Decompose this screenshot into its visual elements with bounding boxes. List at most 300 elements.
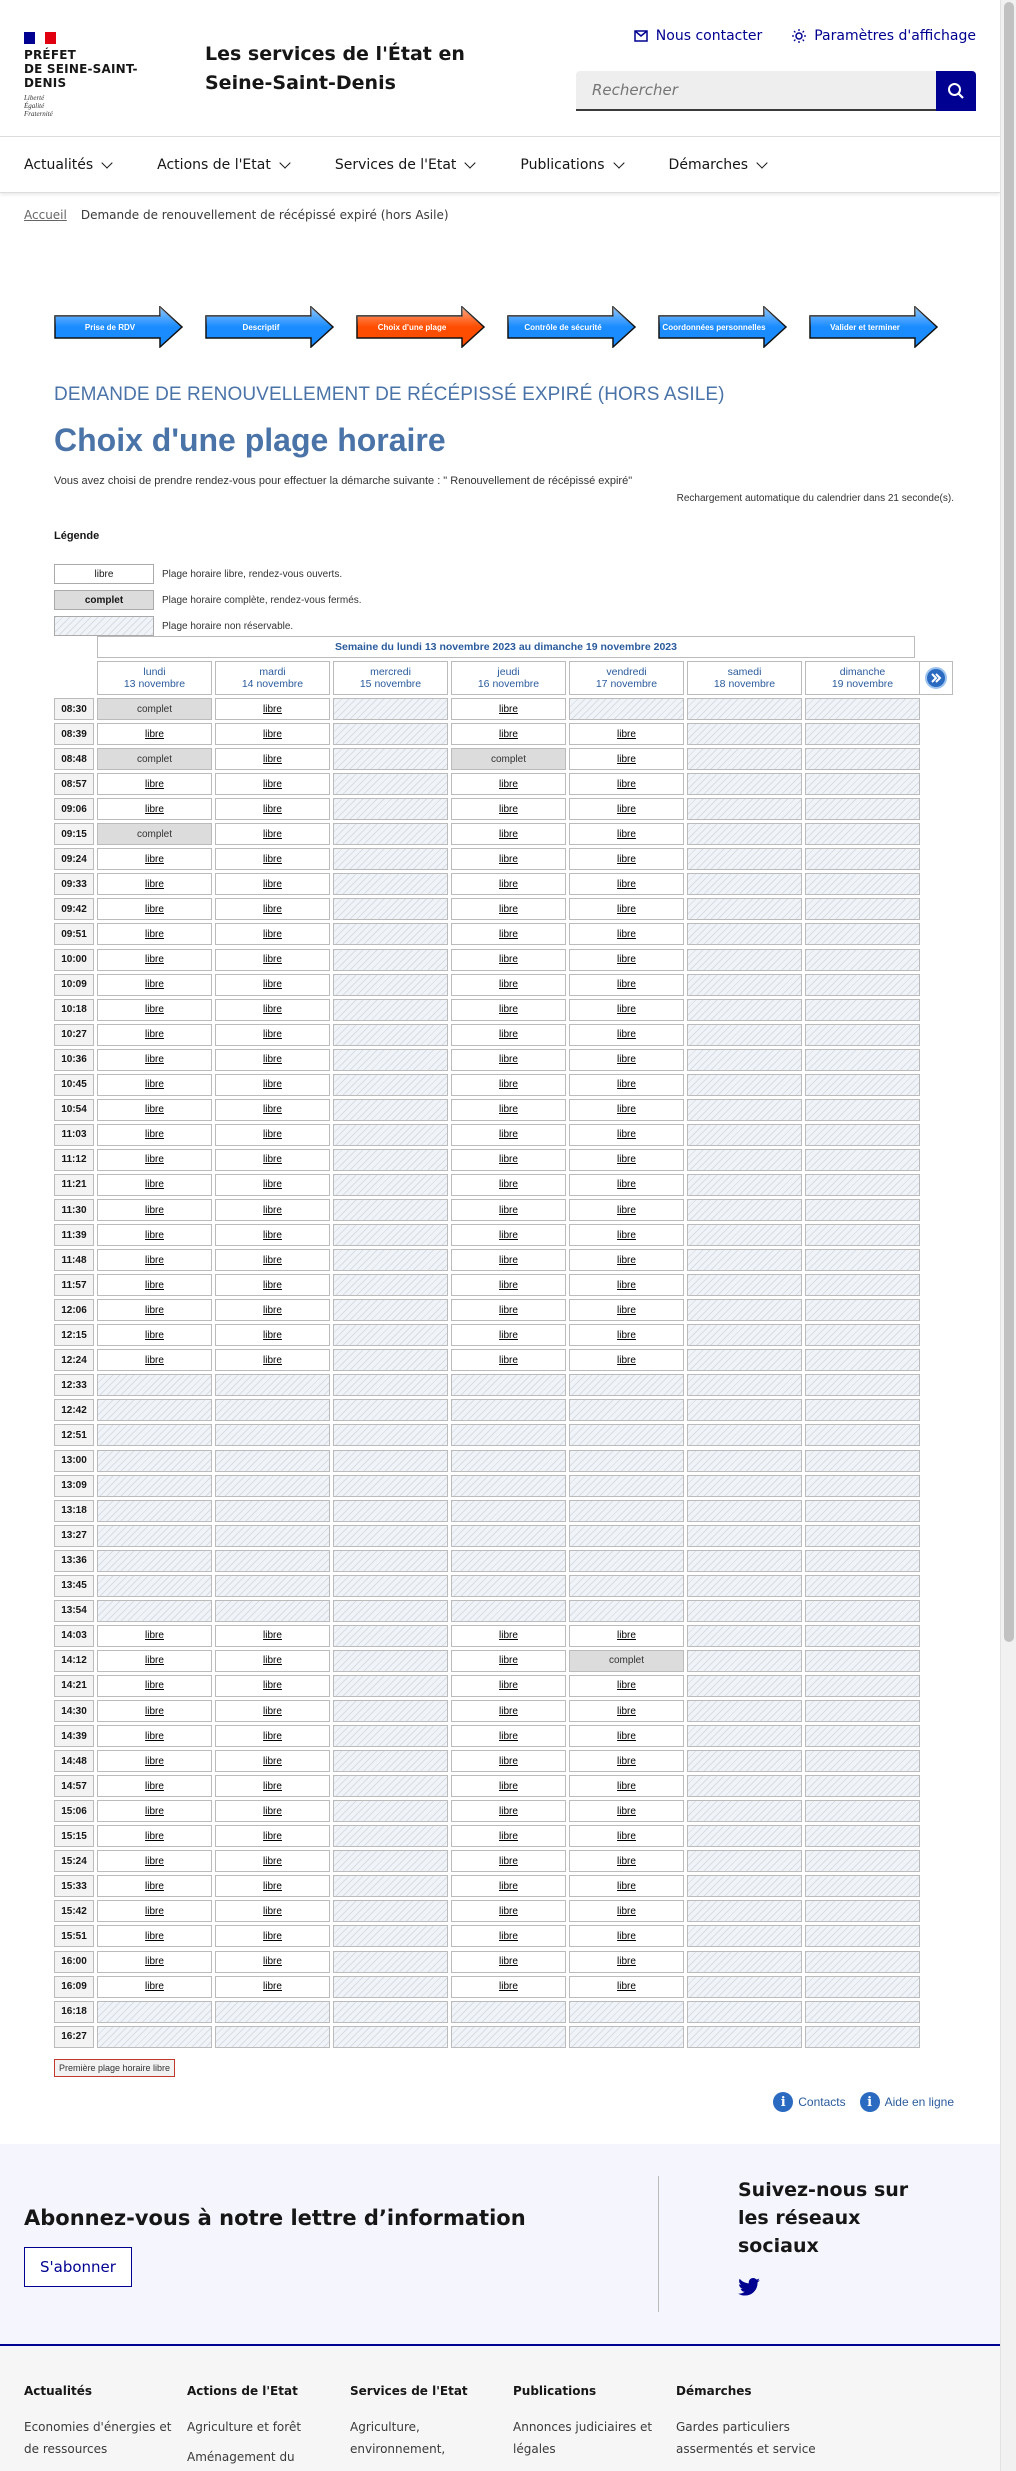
slot-free[interactable] (451, 1349, 566, 1371)
slot-free[interactable] (451, 1199, 566, 1221)
footer-col-title[interactable]: Publications (513, 2384, 597, 2398)
slot-free[interactable] (569, 1099, 684, 1121)
time-label: 10:18 (54, 999, 94, 1021)
time-row (54, 2001, 915, 2024)
slot-free[interactable] (97, 1124, 212, 1146)
slot-free[interactable] (215, 1299, 330, 1321)
slot-free[interactable] (569, 1299, 684, 1321)
slot-free[interactable] (569, 1124, 684, 1146)
slot-free[interactable] (451, 1650, 566, 1672)
slot-free[interactable] (569, 974, 684, 996)
slot-free[interactable] (451, 1124, 566, 1146)
slot-free[interactable] (569, 1875, 684, 1897)
slot-unavailable (805, 1199, 920, 1221)
slot-free[interactable] (451, 999, 566, 1021)
slot-free[interactable] (97, 1274, 212, 1296)
slot-free-label: libre (263, 1730, 282, 1742)
slot-unavailable (569, 1500, 684, 1522)
site-title[interactable]: Les services de l'État en Seine-Saint-Denis (205, 43, 465, 94)
slot-unavailable (805, 1625, 920, 1647)
slot-free[interactable] (97, 999, 212, 1021)
slot-free[interactable] (451, 698, 566, 720)
slot-free[interactable] (569, 1049, 684, 1071)
slot-unavailable (333, 1224, 448, 1246)
slot-free-label: libre (263, 703, 282, 715)
slot-unavailable (333, 1199, 448, 1221)
slot-unavailable (333, 1800, 448, 1822)
slot-free[interactable] (451, 1024, 566, 1046)
contacts-link[interactable] (773, 2092, 845, 2112)
slot-free[interactable] (569, 848, 684, 870)
slot-unavailable (687, 1525, 802, 1547)
subscribe-button[interactable]: S'abonner (24, 2247, 132, 2287)
slot-free-label: libre (617, 1630, 636, 1642)
prefecture-logo[interactable] (24, 32, 174, 118)
slot-free[interactable] (569, 773, 684, 795)
slot-free[interactable] (569, 1174, 684, 1196)
slot-unavailable (805, 1174, 920, 1196)
footer-col-title[interactable]: Services de l'Etat (350, 2384, 468, 2398)
slot-free[interactable] (215, 1951, 330, 1973)
slot-free[interactable] (97, 798, 212, 820)
slot-unavailable (805, 723, 920, 745)
slot-free-label: libre (617, 1981, 636, 1993)
sun-icon (792, 29, 806, 43)
slot-free[interactable] (97, 898, 212, 920)
time-label: 09:42 (54, 898, 94, 920)
slot-free[interactable] (451, 1700, 566, 1722)
slot-free[interactable] (97, 923, 212, 945)
slot-free[interactable] (215, 1349, 330, 1371)
slot-free[interactable] (215, 823, 330, 845)
slot-free[interactable] (569, 1074, 684, 1096)
slot-free-label: libre (145, 1905, 164, 1917)
slot-unavailable (333, 1976, 448, 1998)
first-free-slot-button[interactable]: Première plage horaire libre (54, 2059, 175, 2077)
footer-col-title[interactable]: Actions de l'Etat (187, 2384, 298, 2398)
slot-free[interactable] (215, 1850, 330, 1872)
slot-unavailable (215, 1399, 330, 1421)
slot-unavailable (215, 2026, 330, 2048)
slot-free[interactable] (97, 949, 212, 971)
slot-free[interactable] (97, 1324, 212, 1346)
slot-free[interactable] (215, 1199, 330, 1221)
slot-free[interactable] (569, 1349, 684, 1371)
nav-label: Actualités (24, 156, 94, 173)
display-settings-link[interactable] (792, 28, 976, 44)
slot-free[interactable] (97, 1800, 212, 1822)
slot-free[interactable] (215, 1224, 330, 1246)
slot-free[interactable] (451, 1249, 566, 1271)
slot-free[interactable] (451, 1074, 566, 1096)
slot-free[interactable] (451, 873, 566, 895)
slot-free[interactable] (451, 1299, 566, 1321)
slot-free[interactable] (97, 1825, 212, 1847)
slot-unavailable (451, 2026, 566, 2048)
slot-free[interactable] (569, 1850, 684, 1872)
slot-free[interactable] (97, 1024, 212, 1046)
slot-free[interactable] (569, 923, 684, 945)
slot-free-label: libre (263, 1855, 282, 1867)
slot-free[interactable] (215, 1024, 330, 1046)
time-row (54, 1725, 915, 1748)
slot-free[interactable] (215, 1274, 330, 1296)
slot-free[interactable] (451, 1825, 566, 1847)
slot-free[interactable] (569, 1775, 684, 1797)
slot-free[interactable] (215, 1625, 330, 1647)
slot-free[interactable] (97, 1174, 212, 1196)
nav-item-actualites[interactable] (24, 137, 135, 192)
slot-free[interactable] (451, 1925, 566, 1947)
slot-free-label: libre (263, 828, 282, 840)
slot-free[interactable] (451, 898, 566, 920)
slot-free[interactable] (215, 1675, 330, 1697)
slot-free-label: libre (499, 1054, 518, 1066)
slot-free[interactable] (97, 1675, 212, 1697)
slot-free[interactable] (569, 1825, 684, 1847)
next-week-button[interactable] (919, 661, 953, 695)
time-row (54, 974, 915, 997)
slot-free[interactable] (451, 1324, 566, 1346)
slot-free[interactable] (215, 1725, 330, 1747)
slot-free[interactable] (215, 773, 330, 795)
slot-free[interactable] (451, 773, 566, 795)
slot-free[interactable] (97, 1875, 212, 1897)
slot-unavailable (451, 1500, 566, 1522)
slot-free-label: libre (617, 1254, 636, 1266)
slot-free[interactable] (97, 1925, 212, 1947)
slot-full: complet (569, 1650, 684, 1672)
slot-free[interactable] (215, 1650, 330, 1672)
slot-free[interactable] (569, 723, 684, 745)
slot-free[interactable] (569, 898, 684, 920)
slot-free[interactable] (451, 1725, 566, 1747)
twitter-icon[interactable] (738, 2278, 760, 2301)
footer-col-title[interactable]: Démarches (676, 2384, 752, 2398)
time-row (54, 2026, 915, 2049)
search-button[interactable] (936, 71, 976, 111)
slot-free[interactable] (451, 1675, 566, 1697)
slot-unavailable (687, 873, 802, 895)
week-header: Semaine du lundi 13 novembre 2023 au dimanche 19 novembre 2023 (97, 636, 915, 658)
slot-free[interactable] (569, 949, 684, 971)
search-input[interactable] (576, 71, 936, 111)
slot-free[interactable] (215, 1700, 330, 1722)
slot-free[interactable] (569, 1625, 684, 1647)
slot-free[interactable] (451, 1951, 566, 1973)
site-footer (0, 2344, 1000, 2471)
vertical-scrollbar[interactable] (1000, 0, 1016, 2471)
slot-unavailable (805, 1976, 920, 1998)
nav-label: Publications (520, 156, 605, 173)
slot-free[interactable] (215, 1124, 330, 1146)
slot-free[interactable] (569, 1224, 684, 1246)
footer-link[interactable]: Aménagement du (187, 2450, 295, 2464)
slot-free[interactable] (569, 1700, 684, 1722)
newsletter-section (0, 2144, 1000, 2344)
time-row (54, 1049, 915, 1072)
slot-free[interactable] (215, 1800, 330, 1822)
nav-item-services[interactable] (335, 137, 499, 192)
time-row (54, 1800, 915, 1823)
slot-free[interactable] (97, 1074, 212, 1096)
time-label: 14:48 (54, 1750, 94, 1772)
slot-free[interactable] (215, 1976, 330, 1998)
slot-unavailable (333, 1875, 448, 1897)
slot-free[interactable] (97, 1249, 212, 1271)
nav-label: Services de l'Etat (334, 156, 457, 173)
slot-free-label: libre (145, 1655, 164, 1667)
slot-free[interactable] (215, 1049, 330, 1071)
slot-free[interactable] (569, 1925, 684, 1947)
slot-free-label: libre (263, 1354, 282, 1366)
slot-free[interactable] (215, 1249, 330, 1271)
slot-free[interactable] (215, 1099, 330, 1121)
slot-free[interactable] (451, 1224, 566, 1246)
contact-link[interactable] (634, 28, 762, 44)
time-label: 11:30 (54, 1199, 94, 1221)
slot-full: complet (97, 823, 212, 845)
slot-free[interactable] (569, 748, 684, 770)
slot-free[interactable] (451, 1850, 566, 1872)
slot-free[interactable] (97, 1750, 212, 1772)
slot-unavailable (215, 1500, 330, 1522)
slot-unavailable (805, 1500, 920, 1522)
slot-unavailable (805, 1750, 920, 1772)
slot-free[interactable] (451, 1900, 566, 1922)
slot-unavailable (333, 1600, 448, 1622)
slot-free[interactable] (451, 1149, 566, 1171)
slot-unavailable (97, 1450, 212, 1472)
slot-free[interactable] (215, 1900, 330, 1922)
slot-free[interactable] (97, 848, 212, 870)
slot-free[interactable] (97, 1099, 212, 1121)
slot-free[interactable] (569, 1675, 684, 1697)
slot-free[interactable] (215, 923, 330, 945)
slot-free[interactable] (451, 1099, 566, 1121)
slot-free[interactable] (97, 1700, 212, 1722)
footer-link[interactable]: Agriculture et forêt (187, 2420, 302, 2434)
slot-free[interactable] (215, 999, 330, 1021)
slot-free-label: libre (145, 728, 164, 740)
slot-free-label: libre (499, 703, 518, 715)
slot-free[interactable] (215, 1324, 330, 1346)
slot-free[interactable] (97, 1299, 212, 1321)
slot-free[interactable] (215, 898, 330, 920)
time-label: 13:00 (54, 1450, 94, 1472)
slot-unavailable (215, 1374, 330, 1396)
slot-free[interactable] (451, 848, 566, 870)
slot-free[interactable] (451, 949, 566, 971)
slot-unavailable (333, 1024, 448, 1046)
slot-unavailable (687, 1299, 802, 1321)
slot-free[interactable] (451, 1750, 566, 1772)
slot-free[interactable] (569, 1024, 684, 1046)
slot-free[interactable] (97, 723, 212, 745)
slot-free[interactable] (97, 873, 212, 895)
slot-free[interactable] (97, 1850, 212, 1872)
legend-row-free (54, 561, 362, 587)
slot-free[interactable] (97, 1775, 212, 1797)
footer-link[interactable]: Economies d'énergies et de ressources (24, 2420, 172, 2456)
scrollbar-thumb[interactable] (1004, 2, 1014, 1642)
slot-unavailable (333, 773, 448, 795)
slot-free-label: libre (617, 1304, 636, 1316)
slot-free[interactable] (97, 974, 212, 996)
slot-unavailable (687, 949, 802, 971)
slot-free[interactable] (215, 798, 330, 820)
slot-free[interactable] (97, 1625, 212, 1647)
slot-unavailable (333, 1700, 448, 1722)
slot-free[interactable] (215, 1875, 330, 1897)
slot-free[interactable] (97, 1976, 212, 1998)
slot-free[interactable] (569, 1750, 684, 1772)
time-row (54, 1650, 915, 1673)
slot-free[interactable] (451, 1049, 566, 1071)
slot-free[interactable] (451, 1800, 566, 1822)
slot-free[interactable] (97, 1900, 212, 1922)
slot-unavailable (687, 1224, 802, 1246)
slot-free-label: libre (617, 878, 636, 890)
time-label: 14:39 (54, 1725, 94, 1747)
time-row (54, 1825, 915, 1848)
slot-free[interactable] (451, 974, 566, 996)
nav-item-actions[interactable] (157, 137, 313, 192)
slot-free[interactable] (97, 1650, 212, 1672)
slot-free-label: libre (145, 1680, 164, 1692)
time-row (54, 1349, 915, 1372)
day-name: mardi (259, 666, 286, 678)
nav-item-publications[interactable] (520, 137, 646, 192)
slot-free[interactable] (97, 1224, 212, 1246)
slot-unavailable (805, 1650, 920, 1672)
slot-unavailable (333, 1249, 448, 1271)
slot-free[interactable] (215, 974, 330, 996)
slot-free[interactable] (569, 1199, 684, 1221)
slot-free-label: libre (617, 728, 636, 740)
slot-free[interactable] (569, 798, 684, 820)
footer-link[interactable]: Gardes particuliers assermentés et service (676, 2420, 816, 2456)
slot-unavailable (687, 1725, 802, 1747)
slot-free[interactable] (569, 873, 684, 895)
slot-unavailable (687, 1424, 802, 1446)
slot-free[interactable] (451, 723, 566, 745)
time-label: 11:21 (54, 1174, 94, 1196)
slot-free-label: libre (145, 1630, 164, 1642)
slot-unavailable (805, 698, 920, 720)
slot-free[interactable] (97, 1199, 212, 1221)
slot-unavailable (805, 1224, 920, 1246)
slot-free[interactable] (569, 1976, 684, 1998)
slot-free[interactable] (215, 1074, 330, 1096)
legend-free-desc: Plage horaire libre, rendez-vous ouverts. (162, 568, 343, 580)
slot-free-label: libre (617, 1054, 636, 1066)
slot-free[interactable] (569, 1249, 684, 1271)
time-label: 10:54 (54, 1099, 94, 1121)
slot-free[interactable] (97, 773, 212, 795)
time-row (54, 1675, 915, 1698)
slot-unavailable (687, 1024, 802, 1046)
slot-unavailable (333, 898, 448, 920)
slot-free[interactable] (569, 823, 684, 845)
slot-free[interactable] (215, 949, 330, 971)
slot-free[interactable] (215, 1750, 330, 1772)
slot-free[interactable] (97, 1951, 212, 1973)
slot-unavailable (687, 723, 802, 745)
slot-free-label: libre (499, 1730, 518, 1742)
slot-unavailable (215, 1575, 330, 1597)
slot-free[interactable] (569, 1274, 684, 1296)
online-help-link[interactable] (860, 2092, 954, 2112)
slot-free[interactable] (569, 1800, 684, 1822)
time-label: 12:42 (54, 1399, 94, 1421)
slot-free[interactable] (451, 1775, 566, 1797)
breadcrumb-home[interactable]: Accueil (24, 208, 67, 222)
slot-free[interactable] (215, 748, 330, 770)
slot-free[interactable] (215, 698, 330, 720)
slot-free[interactable] (451, 1274, 566, 1296)
slot-free[interactable] (97, 1049, 212, 1071)
slot-free[interactable] (215, 723, 330, 745)
slot-free[interactable] (451, 823, 566, 845)
slot-free[interactable] (569, 1324, 684, 1346)
slot-unavailable (215, 1450, 330, 1472)
slot-free[interactable] (215, 1149, 330, 1171)
slot-free[interactable] (97, 1149, 212, 1171)
slot-unavailable (687, 1750, 802, 1772)
slot-unavailable (805, 949, 920, 971)
slot-free[interactable] (451, 1976, 566, 1998)
slot-unavailable (333, 1074, 448, 1096)
slot-free[interactable] (215, 1174, 330, 1196)
slot-unavailable (451, 1600, 566, 1622)
footer-link[interactable]: Agriculture, environnement, (350, 2420, 446, 2456)
step-label: Choix d'une plage (377, 322, 447, 332)
slot-free[interactable] (451, 1625, 566, 1647)
slot-free[interactable] (569, 999, 684, 1021)
slot-free[interactable] (569, 1900, 684, 1922)
time-label: 15:15 (54, 1825, 94, 1847)
slot-free-label: libre (145, 1780, 164, 1792)
slot-free-label: libre (263, 1054, 282, 1066)
slot-free[interactable] (215, 873, 330, 895)
nav-item-demarches[interactable] (669, 137, 791, 192)
slot-unavailable (687, 1475, 802, 1497)
slot-free[interactable] (97, 1349, 212, 1371)
slot-free[interactable] (569, 1725, 684, 1747)
slot-unavailable (333, 1049, 448, 1071)
slot-free[interactable] (215, 1825, 330, 1847)
slot-unavailable (805, 1399, 920, 1421)
time-row (54, 1850, 915, 1873)
footer-col-title[interactable]: Actualités (24, 2384, 93, 2398)
slot-free-label: libre (499, 728, 518, 740)
slot-free-label: libre (263, 1154, 282, 1166)
slot-free[interactable] (451, 1875, 566, 1897)
slot-free[interactable] (569, 1951, 684, 1973)
slot-free[interactable] (215, 1925, 330, 1947)
slot-free[interactable] (451, 1174, 566, 1196)
slot-free[interactable] (97, 1725, 212, 1747)
time-label: 10:36 (54, 1049, 94, 1071)
slot-free[interactable] (215, 848, 330, 870)
slot-free[interactable] (451, 798, 566, 820)
slot-unavailable (805, 1099, 920, 1121)
slot-free[interactable] (215, 1775, 330, 1797)
footer-link[interactable]: Annonces judiciaires et légales (513, 2420, 653, 2456)
slot-free[interactable] (569, 1149, 684, 1171)
slot-free[interactable] (451, 923, 566, 945)
